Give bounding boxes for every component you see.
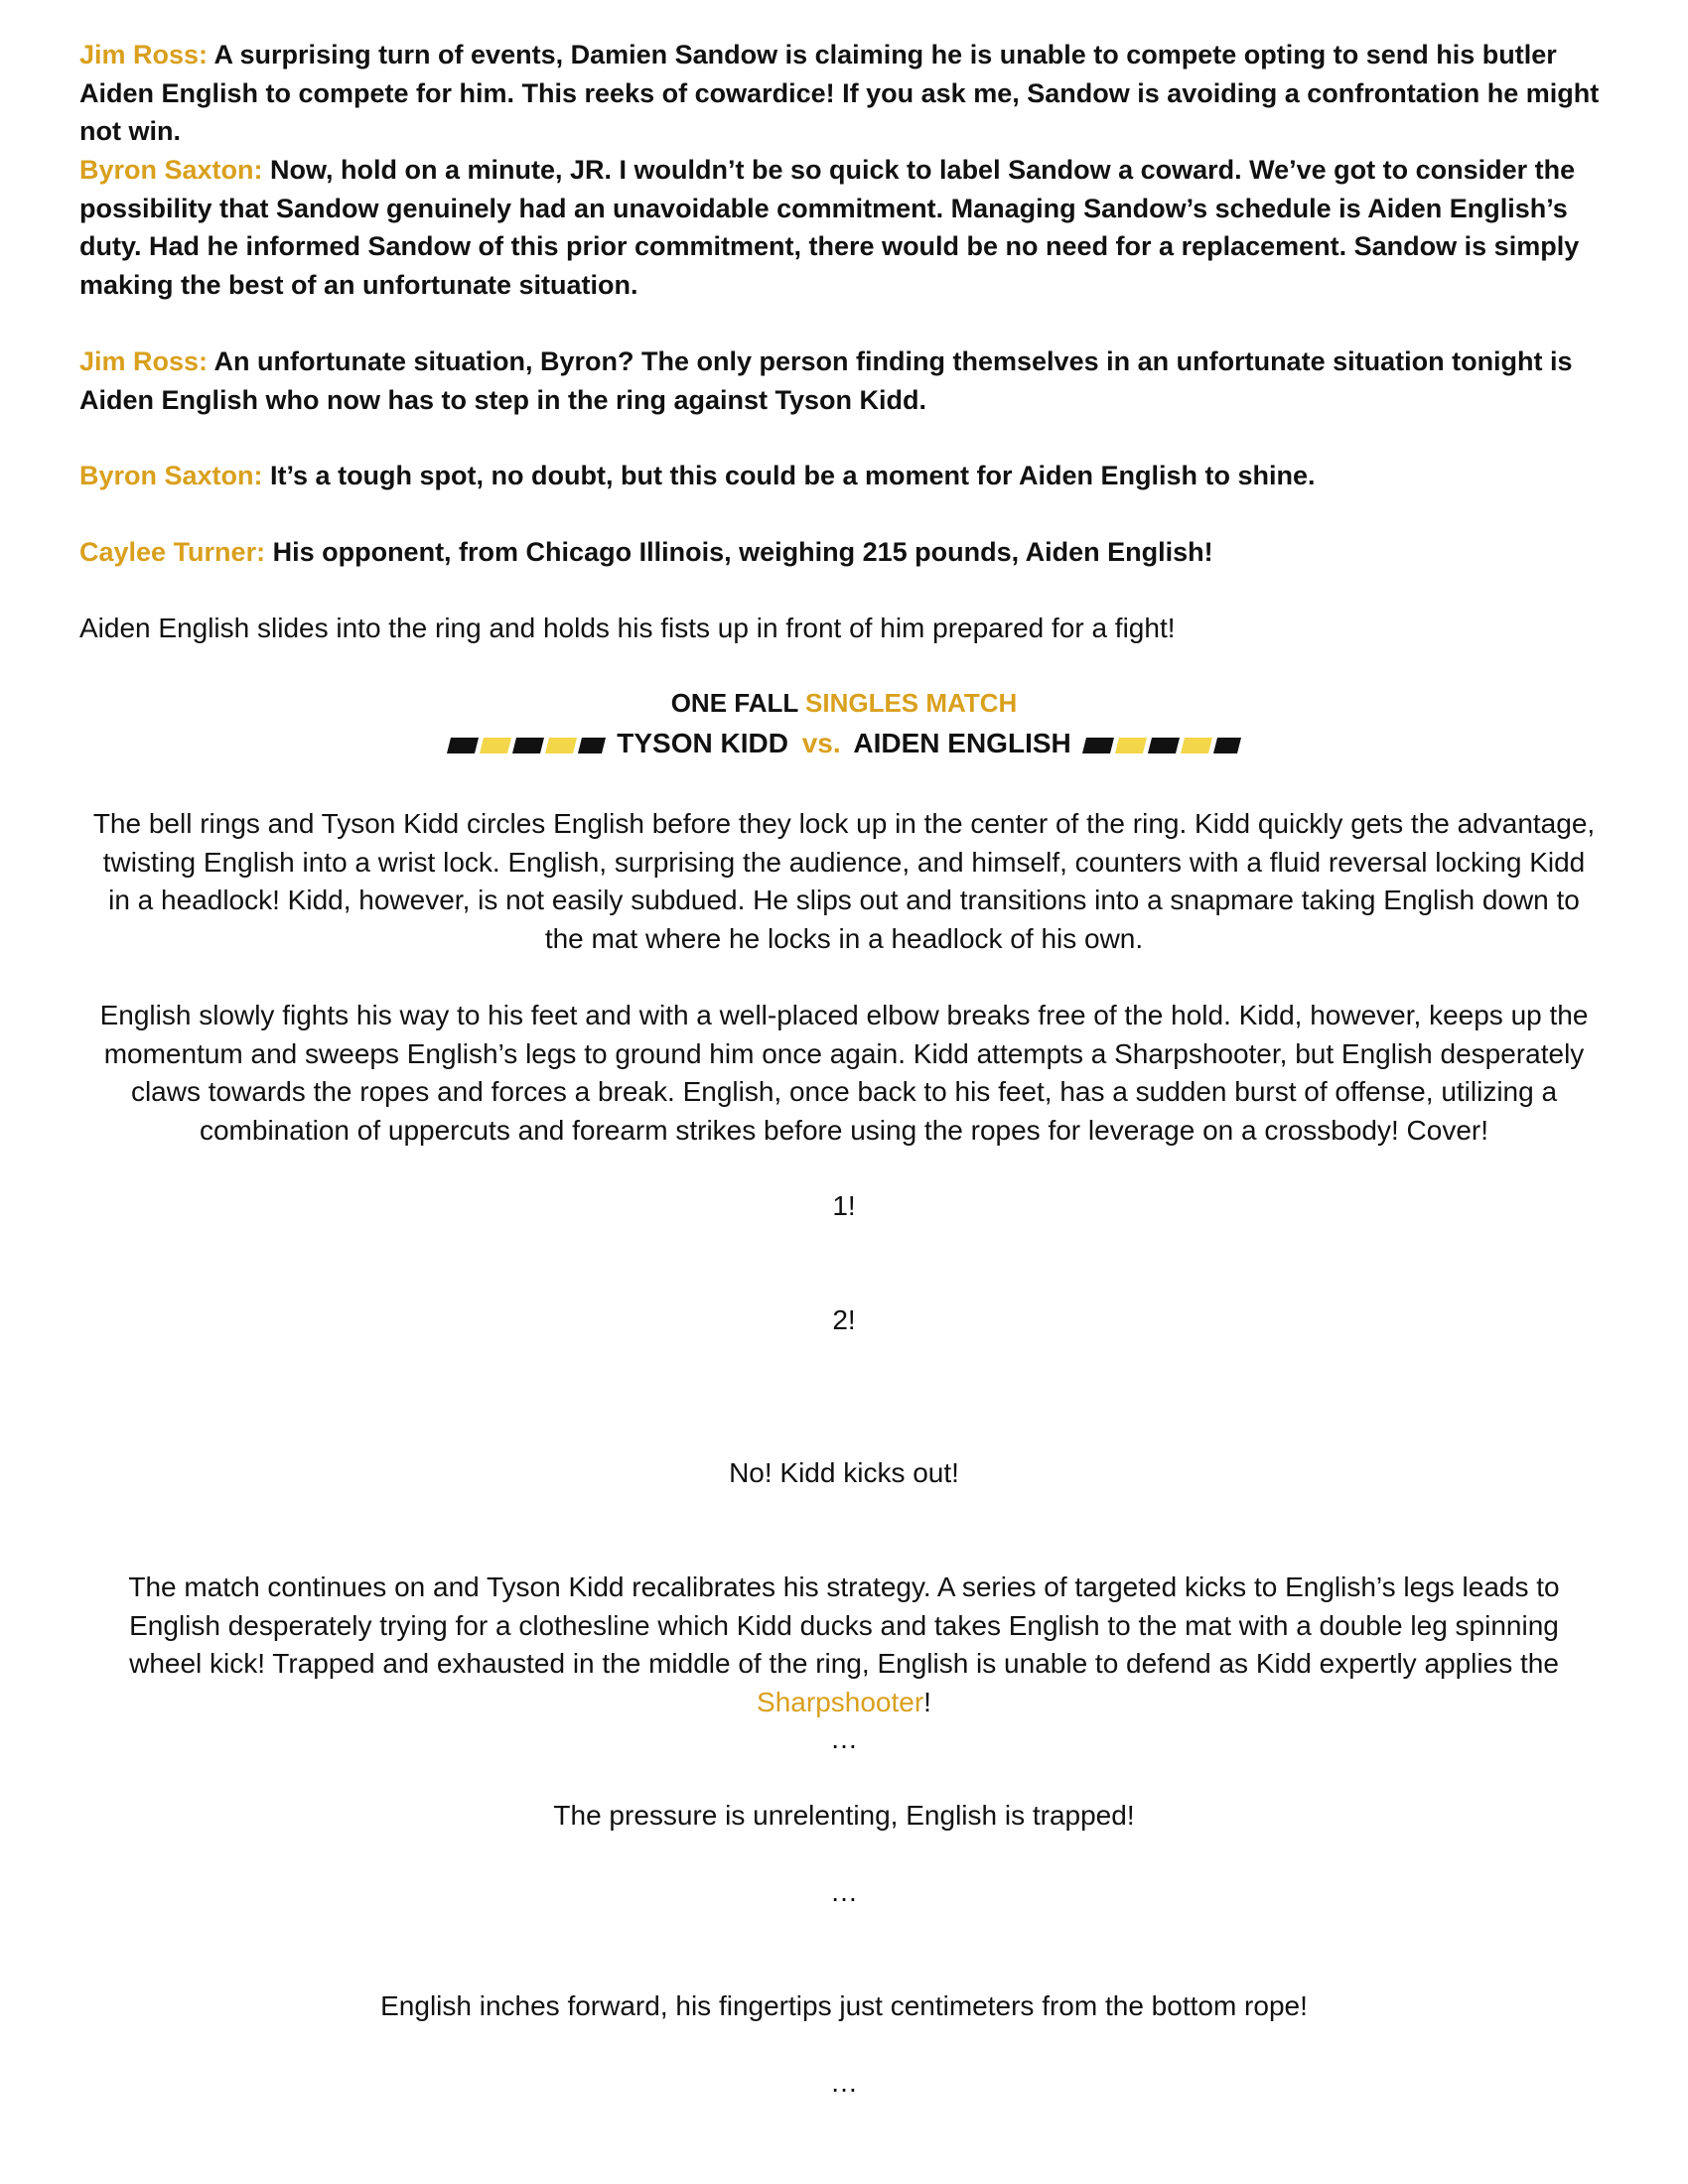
flag-segment (447, 738, 479, 753)
flag-segment (512, 738, 544, 753)
dialogue-line (79, 342, 1618, 419)
entrance-text: Aiden English slides into the ring and holds his fists up in front of him prepared for a fight! (79, 613, 1176, 643)
ellipsis-break: … (830, 1876, 858, 1907)
dialogue-text: An unfortunate situation, Byron? The only person finding themselves in an unfortunate situation tonight is Aiden English who now has to step in the ring against Tyson Kidd. (79, 346, 1573, 415)
narrative-line: The pressure is unrelenting, English is trapped! (553, 1800, 1135, 1831)
narrative-paragraph: English slowly fights his way to his feet and with a well-placed elbow breaks free of the hold. Kidd, however, keeps up the momentum and sweeps English’s legs to ground him once again. Kidd attempts a Sharpshooter, but English desperately claws towards the ropes and forces a break. English, once back to his feet, has a sudden burst of offense, utilizing a combination of uppercuts and forearm strikes before using the ropes for leverage on a crossbody! Cover! (99, 1000, 1589, 1146)
speaker-name: Caylee Turner: (79, 537, 266, 567)
narrative-paragraph: The bell rings and Tyson Kidd circles English before they lock up in the center of the ring. Kidd quickly gets the advantage, twisting English into a wrist lock. English, surprising the audience, and himself, counters with a fluid reversal locking Kidd in a headlock! Kidd, however, is not easily subdued. He slips out and transitions into a snapmare taking English down to the mat where he locks in a headlock of his own. (92, 808, 1596, 954)
narrative-text: ! (923, 1686, 931, 1717)
dialogue-text: It’s a tough spot, no doubt, but this could be a moment for Aiden English to shine. (270, 461, 1316, 490)
checkered-flag-left-icon (446, 736, 607, 755)
wrestler-one: TYSON KIDD (617, 728, 788, 758)
flag-segment (1181, 738, 1212, 753)
speaker-name: Jim Ross: (79, 346, 209, 376)
versus-label: vs. (801, 728, 841, 758)
flag-segment (1082, 738, 1114, 753)
match-type (0, 685, 1688, 721)
narrative-line: English inches forward, his fingertips just centimeters from the bottom rope! (380, 1990, 1308, 2021)
flag-segment (578, 738, 606, 753)
speaker-name: Byron Saxton: (79, 155, 263, 185)
pin-count: 2! (832, 1304, 856, 1335)
dialogue-line (79, 457, 1618, 495)
match-up (0, 724, 1688, 763)
narrative-text: The match continues on and Tyson Kidd recalibrates his strategy. A series of targeted kicks to English’s legs leads to English desperately trying for a clothesline which Kidd ducks and takes English to the mat with a double leg spinning wheel kick! Trapped and exhausted in the middle of the ring, English is unable to defend as Kidd expertly applies the (128, 1571, 1560, 1679)
flag-segment (1213, 738, 1241, 753)
flag-segment (480, 738, 511, 753)
move-name: Sharpshooter (757, 1686, 924, 1717)
checkered-flag-right-icon (1081, 736, 1242, 755)
pin-count: 1! (832, 1190, 856, 1221)
ellipsis-break: … (830, 2067, 858, 2098)
speaker-name: Byron Saxton: (79, 461, 263, 490)
flag-segment (545, 738, 577, 753)
ellipsis-break: … (830, 1723, 858, 1754)
flag-segment (1148, 738, 1180, 753)
dialogue-line (79, 533, 1618, 572)
dialogue-text: Now, hold on a minute, JR. I wouldn’t be so quick to label Sandow a coward. We’ve got to consider the possibility that Sandow genuinely had an unavoidable commitment. Managing Sandow’s schedule is Aiden English’s duty. Had he informed Sandow of this prior commitment, there would be no need for a replacement. Sandow is simply making the best of an unfortunate situation. (79, 155, 1580, 300)
dialogue-line (79, 36, 1618, 151)
match-type-prefix: ONE FALL (670, 688, 798, 718)
kickout-line: No! Kidd kicks out! (729, 1457, 959, 1488)
match-type-suffix: SINGLES MATCH (805, 688, 1018, 718)
dialogue-text: His opponent, from Chicago Illinois, weighing 215 pounds, Aiden English! (272, 537, 1213, 567)
dialogue-line (79, 151, 1618, 304)
flag-segment (1115, 738, 1147, 753)
wrestler-two: AIDEN ENGLISH (853, 728, 1071, 758)
dialogue-text: A surprising turn of events, Damien Sandow is claiming he is unable to compete opting to send his butler Aiden English to compete for him. This reeks of cowardice! If you ask me, Sandow is avoiding a confrontation he might not win. (79, 40, 1600, 146)
narrative-paragraph (89, 1569, 1599, 1721)
speaker-name: Jim Ross: (79, 40, 209, 69)
